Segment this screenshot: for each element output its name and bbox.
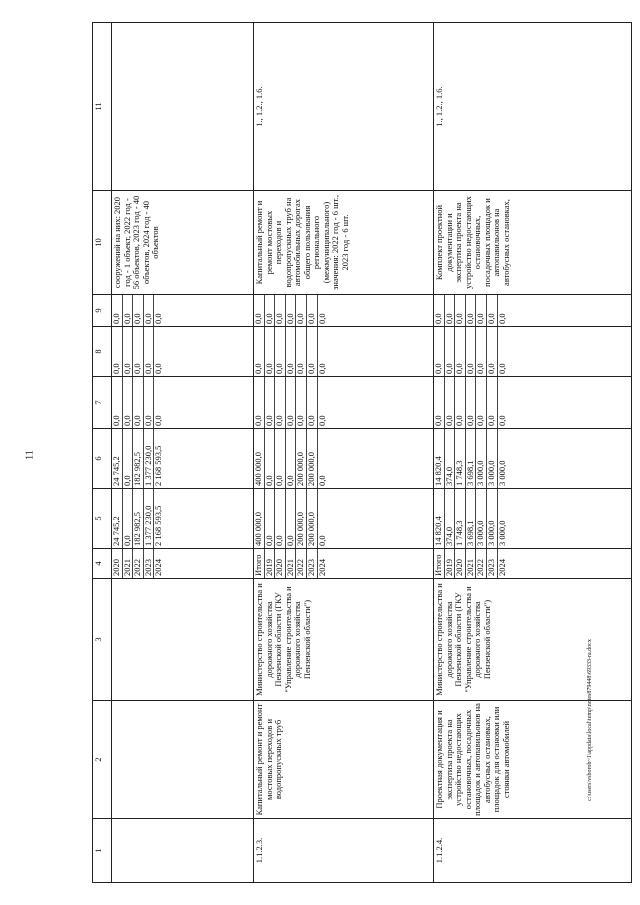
- value: 0,0: [296, 327, 307, 376]
- value: 0,0: [445, 377, 456, 428]
- value: 0,0: [112, 295, 123, 326]
- year: 2024: [316, 559, 327, 576]
- value: 0,0: [496, 363, 507, 374]
- years-cell: [254, 549, 434, 579]
- col-header: 2: [93, 701, 112, 819]
- value: 0,0: [286, 327, 297, 376]
- value: 0,0: [123, 377, 134, 428]
- result-indicator: сооружений на них: 2020 год - 1 объект, 2022 год - 56 объектов, 2023 год - 40 объектов, 2024 год - 40 объектов: [112, 191, 254, 295]
- value: 0,0: [112, 327, 123, 376]
- year: 2020: [275, 549, 286, 578]
- col-header: 6: [93, 429, 112, 489]
- col7-cell: [112, 377, 254, 429]
- event-name: Капитальный ремонт и ремонт мостовых переходов и водопропускных труб: [254, 701, 434, 819]
- target-ref: 1., 1.2., 1.6.: [254, 23, 434, 191]
- value: 0,0: [316, 475, 327, 486]
- year: 2024: [153, 559, 164, 576]
- event-name: [112, 701, 254, 819]
- value: 0,0: [466, 377, 477, 428]
- program-table: [92, 22, 632, 883]
- value: 3 000,0: [496, 460, 507, 486]
- value: 3 000,0: [487, 429, 498, 488]
- value: 0,0: [275, 489, 286, 548]
- value: 2 168 593,5: [153, 445, 164, 486]
- value: 0,0: [286, 377, 297, 428]
- value: 0,0: [316, 313, 327, 324]
- year: 2021: [466, 549, 477, 578]
- value: 3 000,0: [487, 489, 498, 548]
- value: 200 000,0: [296, 489, 307, 548]
- value: 0,0: [307, 295, 318, 326]
- col9-cell: [254, 295, 434, 327]
- value: 0,0: [123, 295, 134, 326]
- value: 0,0: [265, 327, 276, 376]
- value: 0,0: [316, 415, 327, 426]
- value: 0,0: [445, 327, 456, 376]
- rotated-table-container: [92, 23, 630, 883]
- value: 182 982,5: [133, 429, 144, 488]
- value: 0,0: [123, 489, 134, 548]
- value: 182 982,5: [133, 489, 144, 548]
- col-header: 10: [93, 191, 112, 295]
- value: 0,0: [254, 377, 265, 428]
- col9-cell: [112, 295, 254, 327]
- value: 0,0: [487, 295, 498, 326]
- year: Итого: [254, 549, 265, 578]
- value: 0,0: [455, 377, 466, 428]
- regional-cell: [112, 429, 254, 489]
- value: 0,0: [275, 377, 286, 428]
- header-row: [93, 23, 112, 883]
- year: 2022: [133, 549, 144, 578]
- value: 0,0: [133, 295, 144, 326]
- value: 0,0: [476, 327, 487, 376]
- col7-cell: [434, 377, 632, 429]
- years-cell: [112, 549, 254, 579]
- value: 0,0: [434, 377, 445, 428]
- value: 0,0: [466, 327, 477, 376]
- value: 0,0: [144, 377, 155, 428]
- value: 14 820,4: [434, 429, 445, 488]
- value: 0,0: [265, 429, 276, 488]
- event-name: Проектная документация и экспертиза проекта на устройство недостающих остановочных, посадочных площадок и автопавильонов на автобусных остановках, площадок для остановки или стоянки автомобилей: [434, 701, 632, 819]
- year: Итого: [434, 549, 445, 578]
- value: 0,0: [496, 415, 507, 426]
- col8-cell: [254, 327, 434, 377]
- value: 0,0: [434, 327, 445, 376]
- value: 0,0: [487, 327, 498, 376]
- value: 0,0: [153, 363, 164, 374]
- value: 0,0: [466, 295, 477, 326]
- value: 0,0: [123, 327, 134, 376]
- col-header: 1: [93, 819, 112, 883]
- value: 3 000,0: [476, 489, 487, 548]
- col7-cell: [254, 377, 434, 429]
- years-cell: [434, 549, 632, 579]
- result-indicator: Капитальный ремонт и ремонт мостовых переходов и водопропускных труб на автомобильных дорогах общего пользования регионального (межмуниципального) значения: 2022 год - 6 шт., 2023 год - 6 шт.: [254, 191, 434, 295]
- value: 374,0: [445, 489, 456, 548]
- value: 1 748,3: [455, 489, 466, 548]
- value: 14 820,4: [434, 489, 445, 548]
- value: 0,0: [275, 295, 286, 326]
- value: 0,0: [445, 295, 456, 326]
- result-indicator: Комплект проектной документации и экспертиза проекта на устройство недостающих остановочных, посадочных площадок и автопавильонов на автобусных остановках,: [434, 191, 632, 295]
- value: 0,0: [316, 535, 327, 546]
- col-header: 9: [93, 295, 112, 327]
- value: 0,0: [133, 327, 144, 376]
- value: 200 000,0: [307, 429, 318, 488]
- col-header: 3: [93, 579, 112, 701]
- value: 3 000,0: [496, 520, 507, 546]
- value: 0,0: [476, 295, 487, 326]
- value: 400 000,0: [254, 489, 265, 548]
- value: 200 000,0: [296, 429, 307, 488]
- year: 2021: [123, 549, 134, 578]
- value: 0,0: [455, 295, 466, 326]
- regional-cell: [434, 429, 632, 489]
- year: 2020: [455, 549, 466, 578]
- value: 0,0: [296, 295, 307, 326]
- value: 24 745,2: [112, 489, 123, 548]
- target-ref: [112, 23, 254, 191]
- value: 0,0: [476, 377, 487, 428]
- value: 0,0: [112, 377, 123, 428]
- year: 2019: [445, 549, 456, 578]
- value: 0,0: [286, 295, 297, 326]
- col-header: 4: [93, 549, 112, 579]
- value: 400 000,0: [254, 429, 265, 488]
- table-row: [254, 23, 434, 883]
- row-number: [112, 819, 254, 883]
- value: 0,0: [316, 363, 327, 374]
- row-number: 1.1.2.3.: [254, 819, 434, 883]
- year: 2022: [296, 549, 307, 578]
- value: 0,0: [133, 377, 144, 428]
- col8-cell: [434, 327, 632, 377]
- year: 2020: [112, 549, 123, 578]
- value: 0,0: [144, 327, 155, 376]
- responsible: [112, 579, 254, 701]
- year: 2023: [144, 549, 155, 578]
- target-ref: 1., 1.2., 1.6.: [434, 23, 632, 191]
- value: 1 377 230,0: [144, 429, 155, 488]
- value: 3 000,0: [476, 429, 487, 488]
- year: 2023: [487, 549, 498, 578]
- value: 0,0: [286, 429, 297, 488]
- footer-file-path: c:\users\vsborob~1\appdata\local\temp\notes879448\69333-ra.docx: [587, 639, 593, 801]
- table-row: [434, 23, 632, 883]
- value: 0,0: [153, 313, 164, 324]
- value: 3 698,1: [466, 429, 477, 488]
- value: 0,0: [434, 295, 445, 326]
- value: 0,0: [286, 489, 297, 548]
- responsible: Министерство строительства и дорожного хозяйства Пензенской области (ГКУ "Управление строительства и дорожного хозяйства Пензенской области"): [434, 579, 632, 701]
- value: 0,0: [265, 295, 276, 326]
- col9-cell: [434, 295, 632, 327]
- year: 2023: [307, 549, 318, 578]
- value: 1 748,3: [455, 429, 466, 488]
- value: 1 377 230,0: [144, 489, 155, 548]
- col-header: 11: [93, 23, 112, 191]
- value: 0,0: [455, 327, 466, 376]
- value: 0,0: [153, 415, 164, 426]
- value: 0,0: [144, 295, 155, 326]
- value: 0,0: [296, 377, 307, 428]
- total-cell: [254, 489, 434, 549]
- year: 2019: [265, 549, 276, 578]
- table-row: [112, 23, 254, 883]
- value: 0,0: [307, 377, 318, 428]
- value: 3 698,1: [466, 489, 477, 548]
- year: 2022: [476, 549, 487, 578]
- col-header: 5: [93, 489, 112, 549]
- value: 0,0: [265, 489, 276, 548]
- col-header: 8: [93, 327, 112, 377]
- year: 2021: [286, 549, 297, 578]
- value: 0,0: [123, 429, 134, 488]
- value: 0,0: [275, 429, 286, 488]
- value: 0,0: [487, 377, 498, 428]
- total-cell: [434, 489, 632, 549]
- regional-cell: [254, 429, 434, 489]
- value: 0,0: [254, 295, 265, 326]
- value: 0,0: [254, 327, 265, 376]
- value: 2 168 593,5: [153, 505, 164, 546]
- value: 374,0: [445, 429, 456, 488]
- year: 2024: [496, 559, 507, 576]
- value: 0,0: [265, 377, 276, 428]
- value: 200 000,0: [307, 489, 318, 548]
- value: 0,0: [307, 327, 318, 376]
- total-cell: [112, 489, 254, 549]
- row-number: 1.1.2.4.: [434, 819, 632, 883]
- col-header: 7: [93, 377, 112, 429]
- responsible: Министерство строительства и дорожного хозяйства Пензенской области (ГКУ "Управление строительства и дорожного хозяйства Пензенской области"): [254, 579, 434, 701]
- value: 0,0: [275, 327, 286, 376]
- col8-cell: [112, 327, 254, 377]
- page-number: 11: [24, 450, 36, 460]
- value: 24 745,2: [112, 429, 123, 488]
- value: 0,0: [496, 313, 507, 324]
